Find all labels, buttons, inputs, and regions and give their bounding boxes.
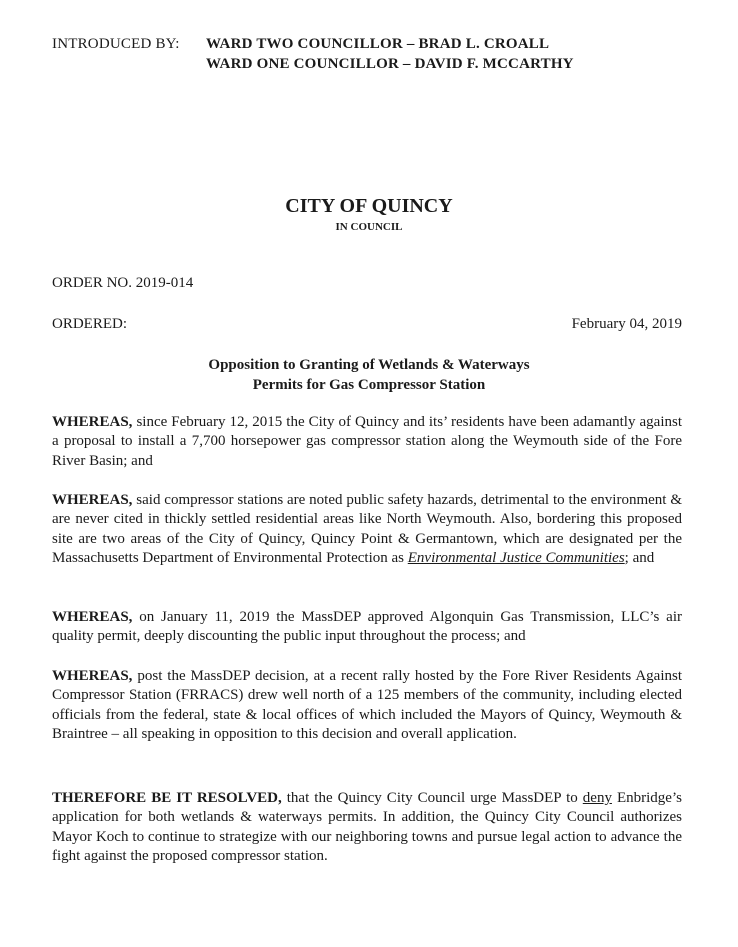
heading-line-2: Permits for Gas Compressor Station — [252, 377, 486, 393]
order-number: ORDER NO. 2019-014 — [52, 275, 194, 291]
resolved-paragraph — [52, 789, 682, 867]
paragraph-text: that the Quincy City Council urge MassDEP to — [281, 790, 583, 806]
paragraph-lead: WHEREAS, — [52, 414, 133, 430]
paragraph-text: on January 11, 2019 the MassDEP approved Algonquin Gas Transmission, LLC’s air quality permit, deeply discounting the public input throughout the process; and — [52, 609, 682, 645]
order-date: February 04, 2019 — [571, 316, 682, 332]
whereas-paragraph-4 — [52, 667, 682, 745]
paragraph-lead: WHEREAS, — [52, 609, 133, 625]
introduced-by-label: INTRODUCED BY: — [52, 36, 180, 52]
introduced-by-spacer — [52, 54, 206, 74]
paragraph-text: since February 12, 2015 the City of Quincy and its’ residents have been adamantly against a proposal to install a 7,700 horsepower gas compressor station along the Weymouth side of the Fore River Basin; and — [52, 414, 682, 469]
environmental-justice-link[interactable]: Environmental Justice Communities — [407, 550, 625, 567]
ordered-label: ORDERED: — [52, 316, 127, 332]
sponsor-ward-one: WARD ONE COUNCILLOR – DAVID F. MCCARTHY — [206, 56, 574, 72]
sponsor-ward-two: WARD TWO COUNCILLOR – BRAD L. CROALL — [206, 36, 550, 52]
paragraph-text: said compressor stations are noted public safety hazards, detrimental to the environment & are never cited in thickly settled residential areas like North Weymouth. Also, bordering this proposed site are two areas of the City of Quincy, Quincy Point & Germantown, which are designated per the Massachusetts Department of Environmental Protection as — [52, 492, 682, 567]
whereas-paragraph-2 — [52, 491, 682, 569]
paragraph-lead: THEREFORE BE IT RESOLVED, — [52, 790, 282, 806]
heading-line-1: Opposition to Granting of Wetlands & Waterways — [208, 357, 530, 373]
whereas-paragraph-1 — [52, 413, 682, 471]
ordered-row — [52, 316, 682, 333]
paragraph-tail: ; and — [624, 550, 655, 567]
introduced-by-block — [52, 34, 574, 74]
whereas-paragraph-3 — [52, 608, 682, 647]
paragraph-lead: WHEREAS, — [52, 668, 133, 684]
deny-emphasis: deny — [582, 790, 612, 806]
paragraph-text: post the MassDEP decision, at a recent rally hosted by the Fore River Residents Against Compressor Station (FRRACS) drew well north of a 125 members of the community, including elected officials from the federal, state & local offices of which included the Mayors of Quincy, Weymouth & Braintree – all speaking in opposition to this decision and overall application. — [52, 668, 682, 743]
document-title: CITY OF QUINCY — [285, 195, 453, 217]
order-heading — [0, 355, 738, 395]
paragraph-lead: WHEREAS, — [52, 492, 133, 508]
document-subtitle: IN COUNCIL — [335, 221, 403, 233]
paragraph-rest: Enbridge’s application for both wetlands & waterways permits. In addition, the Quincy City Council authorizes Mayor Koch to continue to strategize with our neighboring towns and pursue legal action to advance the fight against the proposed compressor station. — [52, 790, 682, 865]
